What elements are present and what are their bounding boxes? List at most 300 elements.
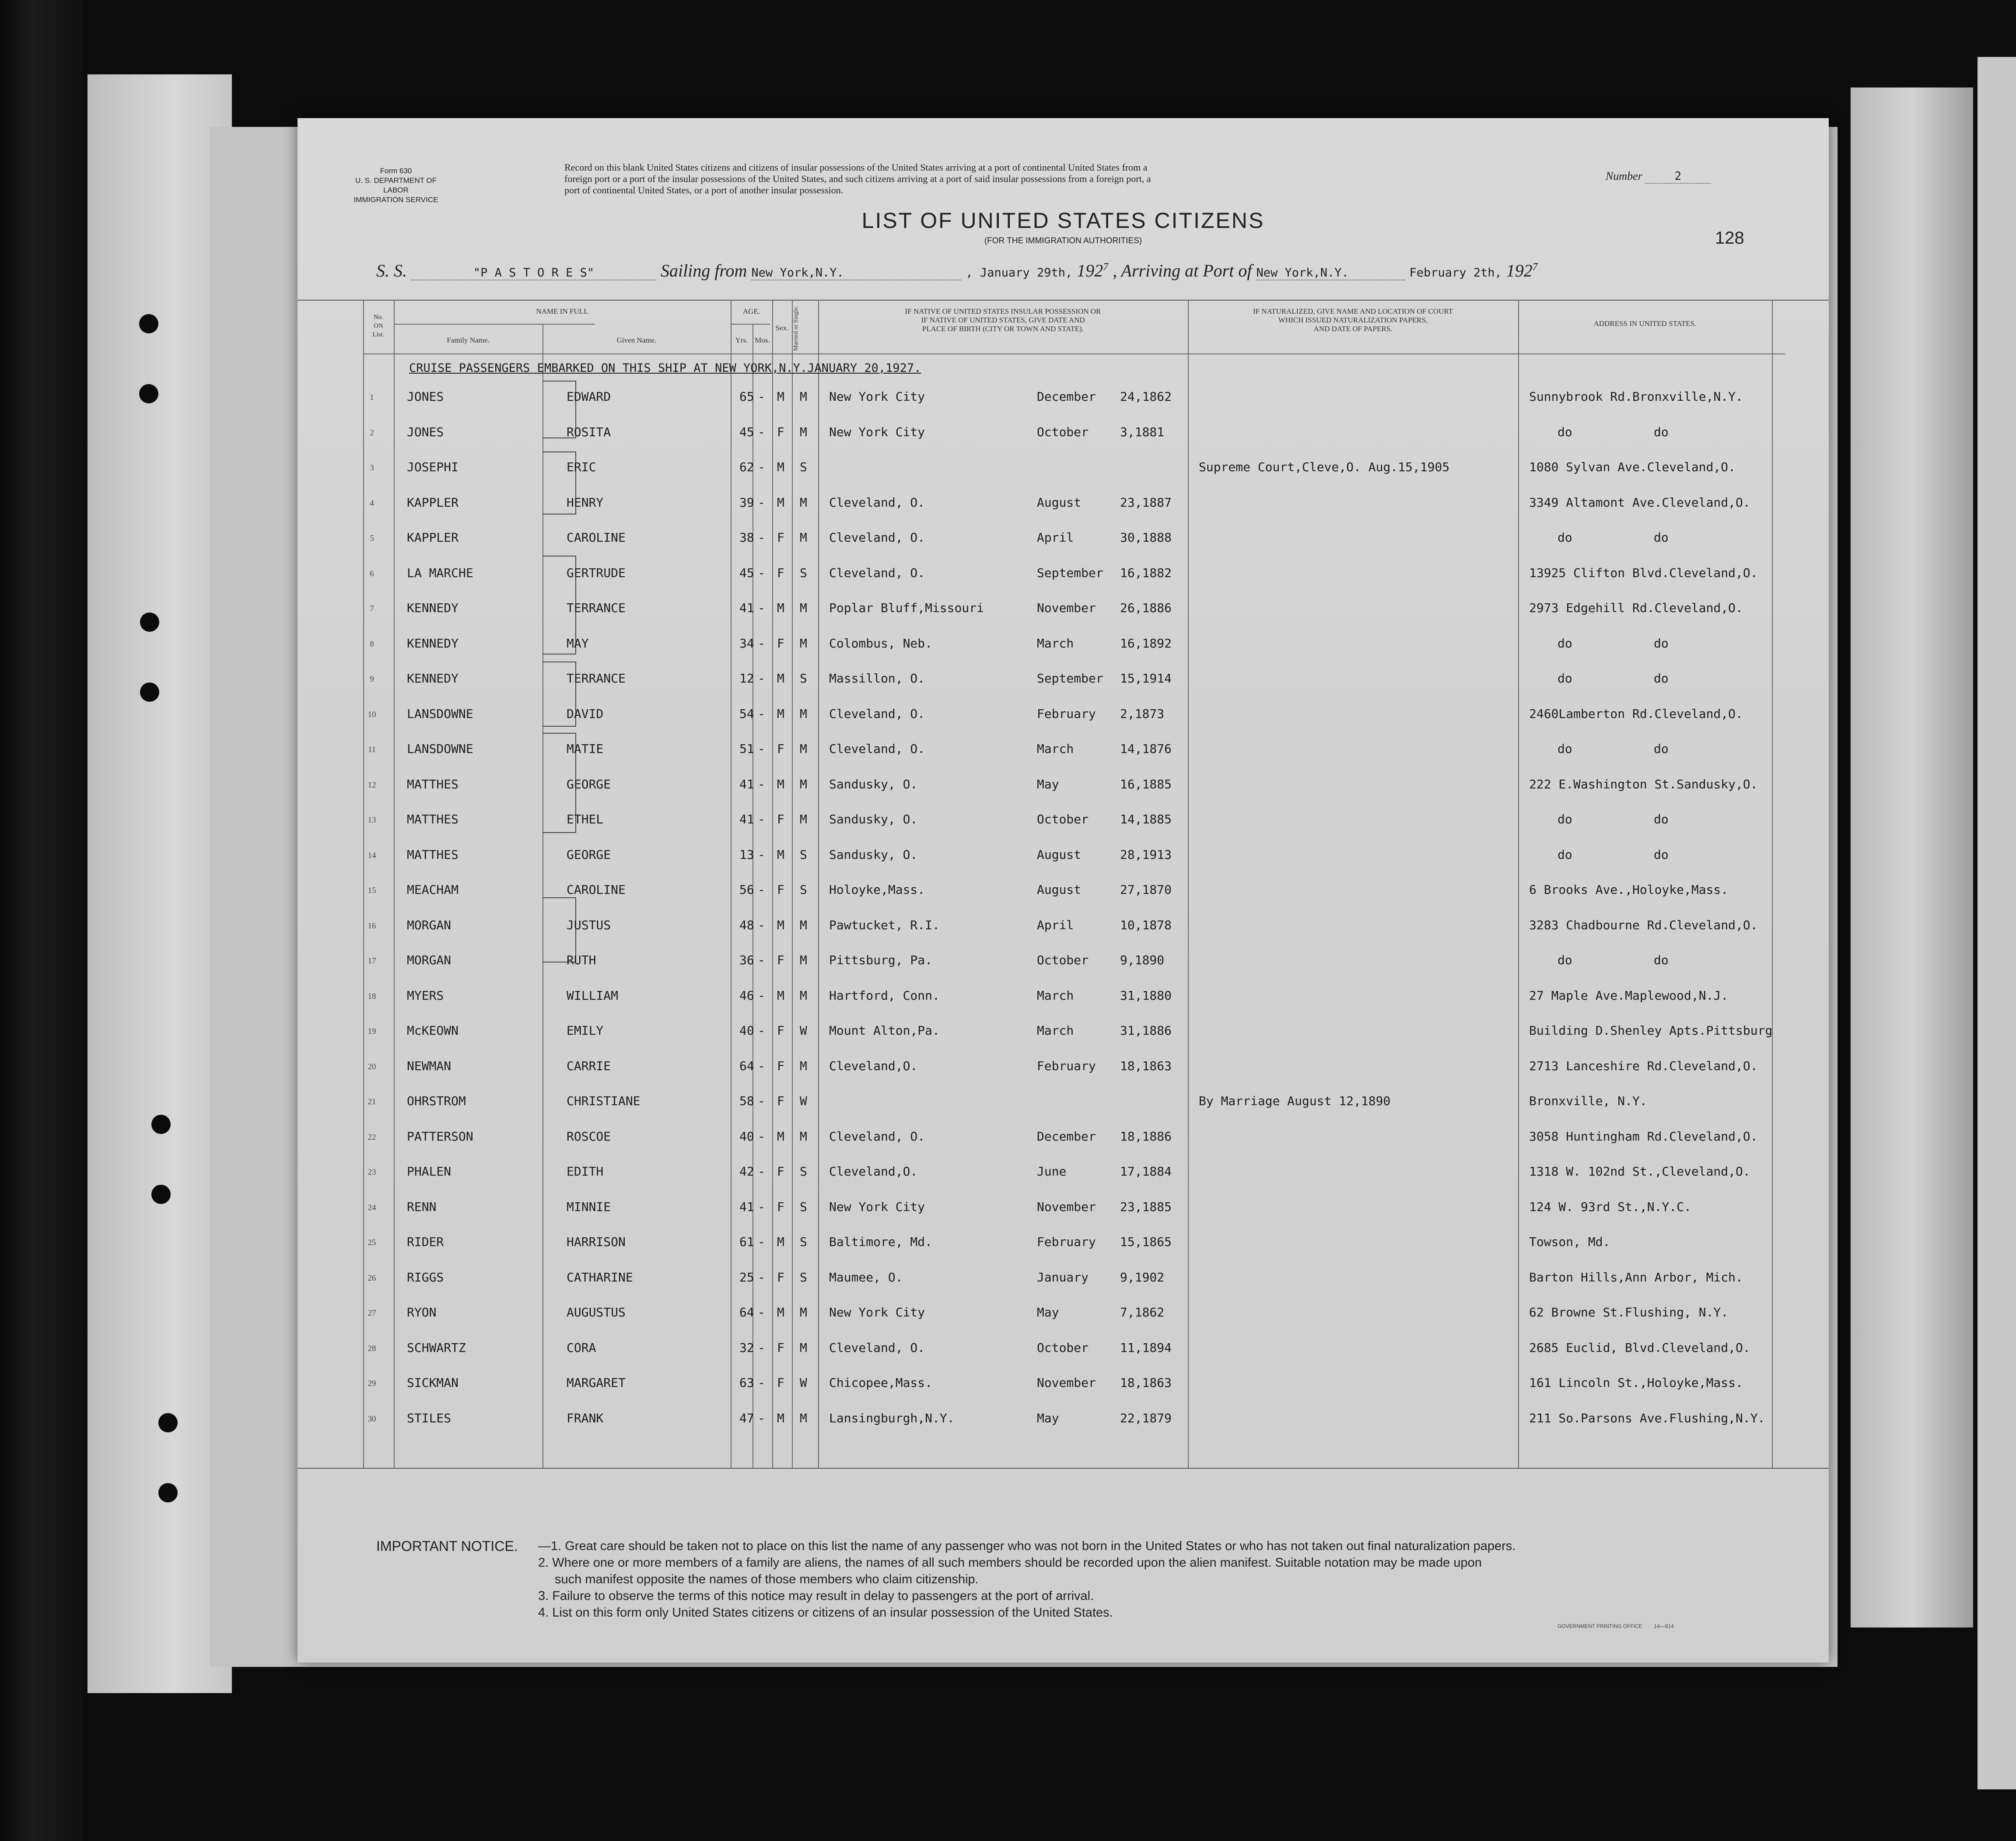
- family-name: NEWMAN: [407, 1058, 452, 1073]
- given-name: CARRIE: [567, 1058, 611, 1073]
- address: Barton Hills,Ann Arbor, Mich.: [1529, 1270, 1743, 1284]
- birth-place: New York City: [829, 1199, 925, 1214]
- age-months: -: [758, 742, 765, 756]
- table-row: [298, 882, 1829, 909]
- given-name: CATHARINE: [567, 1270, 633, 1284]
- sex: M: [777, 988, 784, 1003]
- birth-month: February: [1037, 1235, 1096, 1249]
- given-name: GEORGE: [567, 777, 611, 791]
- birth-day-year: 9,1902: [1120, 1270, 1165, 1284]
- given-name: CORA: [567, 1340, 596, 1355]
- age-months: -: [758, 565, 765, 580]
- sex: M: [777, 460, 784, 474]
- col-header-mos: Mos.: [755, 336, 770, 344]
- age-years: 32: [739, 1340, 754, 1355]
- family-name: MATTHES: [407, 847, 459, 862]
- scan-far-right-edge: [1978, 57, 2016, 1789]
- marital-status: M: [800, 742, 807, 756]
- address: Building D.Shenley Apts.Pittsburg: [1529, 1023, 1773, 1038]
- birth-place: Cleveland, O.: [829, 495, 925, 510]
- birth-month: September: [1037, 565, 1103, 580]
- col-header-name: NAME IN FULL: [536, 307, 588, 315]
- given-name: ROSITA: [567, 424, 611, 439]
- age-months: -: [758, 601, 765, 615]
- birth-place: Maumee, O.: [829, 1270, 903, 1284]
- birth-place: Lansingburgh,N.Y.: [829, 1410, 955, 1425]
- family-name: PATTERSON: [407, 1129, 473, 1144]
- row-number: 13: [368, 816, 376, 825]
- age-years: 56: [739, 882, 754, 897]
- age-years: 51: [739, 742, 754, 756]
- family-name: KAPPLER: [407, 530, 459, 545]
- table-row: [298, 953, 1829, 979]
- given-name: AUGUSTUS: [567, 1305, 626, 1320]
- row-number: 27: [368, 1309, 376, 1318]
- birth-place: Pittsburg, Pa.: [829, 953, 933, 967]
- given-name: FRANK: [567, 1410, 604, 1425]
- family-name: SICKMAN: [407, 1376, 459, 1390]
- sex: M: [777, 847, 784, 862]
- form-number: Form 630: [380, 167, 412, 175]
- birth-month: October: [1037, 1340, 1089, 1355]
- instructions-line: port of continental United States, or a port of another insular possession.: [564, 185, 844, 196]
- col-header-married: Married or Single.: [793, 305, 799, 351]
- age-years: 64: [739, 1058, 754, 1073]
- marital-status: S: [800, 671, 807, 686]
- birth-place: Colombus, Neb.: [829, 636, 933, 651]
- birth-day-year: 31,1886: [1120, 1023, 1172, 1038]
- age-years: 39: [739, 495, 754, 510]
- col-header-yrs: Yrs.: [735, 336, 748, 344]
- col-header-sex: Sex.: [775, 324, 789, 332]
- age-years: 54: [739, 706, 754, 721]
- birth-month: October: [1037, 812, 1089, 826]
- sex: F: [777, 1340, 784, 1355]
- age-years: 12: [739, 671, 754, 686]
- birth-month: March: [1037, 742, 1074, 756]
- birth-place: New York City: [829, 424, 925, 439]
- birth-day-year: 16,1885: [1120, 777, 1172, 791]
- given-name: ETHEL: [567, 812, 604, 826]
- sex: F: [777, 812, 784, 826]
- age-months: -: [758, 1410, 765, 1425]
- family-name: RYON: [407, 1305, 437, 1320]
- family-name: RIDER: [407, 1235, 444, 1249]
- given-name: HENRY: [567, 495, 604, 510]
- row-number: 29: [368, 1379, 376, 1388]
- table-row: [298, 988, 1829, 1015]
- table-top-rule: [298, 300, 1829, 301]
- marital-status: W: [800, 1023, 807, 1038]
- service-name: IMMIGRATION SERVICE: [354, 196, 438, 204]
- birth-day-year: 28,1913: [1120, 847, 1172, 862]
- marital-status: M: [800, 706, 807, 721]
- age-years: 63: [739, 1376, 754, 1390]
- age-months: -: [758, 460, 765, 474]
- age-months: -: [758, 812, 765, 826]
- row-number: 23: [368, 1168, 376, 1177]
- address: 211 So.Parsons Ave.Flushing,N.Y.: [1529, 1410, 1765, 1425]
- birth-day-year: 17,1884: [1120, 1164, 1172, 1179]
- department-name: U. S. DEPARTMENT OF LABOR: [355, 176, 437, 194]
- birth-place: Hartford, Conn.: [829, 988, 940, 1003]
- birth-month: February: [1037, 706, 1096, 721]
- birth-month: February: [1037, 1058, 1096, 1073]
- birth-place: Chicopee,Mass.: [829, 1376, 933, 1390]
- sex: M: [777, 777, 784, 791]
- birth-day-year: 9,1890: [1120, 953, 1165, 967]
- birth-place: Pawtucket, R.I.: [829, 917, 940, 932]
- sex: F: [777, 530, 784, 545]
- given-name: ROSCOE: [567, 1129, 611, 1144]
- birth-day-year: 18,1863: [1120, 1058, 1172, 1073]
- birth-month: November: [1037, 601, 1096, 615]
- col-header-birth: IF NATIVE OF UNITED STATES INSULAR POSSESSION OR IF NATIVE OF UNITED STATES, GIVE DATE AND PLACE OF BIRTH (CITY OR TOWN AND STATE).: [905, 307, 1101, 333]
- marital-status: M: [800, 1058, 807, 1073]
- family-name: MATTHES: [407, 777, 459, 791]
- table-row: [298, 777, 1829, 803]
- instructions-text: [564, 162, 1544, 196]
- birth-place: Cleveland, O.: [829, 1129, 925, 1144]
- family-name: LA MARCHE: [407, 565, 473, 580]
- address-repeat: do: [1654, 847, 1669, 862]
- family-name: RIGGS: [407, 1270, 444, 1284]
- binder-hole: [158, 1483, 178, 1502]
- address: do: [1558, 636, 1572, 651]
- number-label: Number: [1606, 170, 1642, 182]
- table-row: [298, 530, 1829, 556]
- col-header-address: ADDRESS IN UNITED STATES.: [1593, 319, 1697, 328]
- birth-month: April: [1037, 917, 1074, 932]
- sex: F: [777, 1164, 784, 1179]
- address: 6 Brooks Ave.,Holoyke,Mass.: [1529, 882, 1729, 897]
- given-name: MAY: [567, 636, 589, 651]
- age-years: 40: [739, 1129, 754, 1144]
- birth-month: December: [1037, 1129, 1096, 1144]
- given-name: MINNIE: [567, 1199, 611, 1214]
- row-number: 25: [368, 1238, 376, 1247]
- birth-day-year: 18,1863: [1120, 1376, 1172, 1390]
- age-months: -: [758, 1164, 765, 1179]
- sex: M: [777, 671, 784, 686]
- address-repeat: do: [1654, 812, 1669, 826]
- age-years: 40: [739, 1023, 754, 1038]
- birth-place: Cleveland, O.: [829, 565, 925, 580]
- age-years: 45: [739, 565, 754, 580]
- address: 124 W. 93rd St.,N.Y.C.: [1529, 1199, 1691, 1214]
- sex: F: [777, 1023, 784, 1038]
- birth-day-year: 16,1892: [1120, 636, 1172, 651]
- row-number: 7: [370, 604, 374, 613]
- marital-status: M: [800, 917, 807, 932]
- row-number: 24: [368, 1203, 376, 1212]
- sex: F: [777, 1376, 784, 1390]
- row-number: 17: [368, 956, 376, 966]
- birth-place: New York City: [829, 389, 925, 404]
- table-row: [298, 918, 1829, 944]
- row-number: 20: [368, 1062, 376, 1071]
- sex: M: [777, 706, 784, 721]
- birth-day-year: 18,1886: [1120, 1129, 1172, 1144]
- ship-name: "P A S T O R E S": [411, 266, 656, 280]
- sex: F: [777, 424, 784, 439]
- given-name: EDWARD: [567, 389, 611, 404]
- notice-item: 3. Failure to observe the terms of this notice may result in delay to passengers at the port of arrival.: [538, 1589, 1094, 1603]
- address: do: [1558, 812, 1572, 826]
- marital-status: M: [800, 636, 807, 651]
- table-bottom-rule: [298, 1468, 1829, 1469]
- birth-day-year: 27,1870: [1120, 882, 1172, 897]
- birth-day-year: 31,1880: [1120, 988, 1172, 1003]
- birth-day-year: 2,1873: [1120, 706, 1165, 721]
- birth-month: May: [1037, 777, 1059, 791]
- birth-month: October: [1037, 953, 1089, 967]
- birth-place: Cleveland, O.: [829, 1340, 925, 1355]
- age-years: 46: [739, 988, 754, 1003]
- address: 222 E.Washington St.Sandusky,O.: [1529, 777, 1758, 791]
- sailing-year: $192^7$: [1077, 261, 1109, 280]
- age-months: -: [758, 777, 765, 791]
- col-header-family: Family Name.: [447, 336, 490, 344]
- sex: F: [777, 882, 784, 897]
- age-months: -: [758, 1058, 765, 1073]
- arriving-label: , Arriving at Port of: [1113, 261, 1252, 280]
- marital-status: M: [800, 601, 807, 615]
- table-row: [298, 1200, 1829, 1226]
- table-row: [298, 1235, 1829, 1261]
- row-number: 11: [368, 745, 376, 754]
- age-months: -: [758, 495, 765, 510]
- birth-month: November: [1037, 1376, 1096, 1390]
- birth-month: November: [1037, 1199, 1096, 1214]
- given-name: CHRISTIANE: [567, 1094, 640, 1108]
- birth-day-year: 15,1914: [1120, 671, 1172, 686]
- age-months: -: [758, 1094, 765, 1108]
- age-years: 36: [739, 953, 754, 967]
- age-years: 42: [739, 1164, 754, 1179]
- birth-month: April: [1037, 530, 1074, 545]
- address: do: [1558, 671, 1572, 686]
- sex: M: [777, 1305, 784, 1320]
- row-number: 21: [368, 1097, 376, 1106]
- page-title: LIST OF UNITED STATES CITIZENS: [861, 208, 1265, 233]
- birth-day-year: 10,1878: [1120, 917, 1172, 932]
- address: 3058 Huntingham Rd.Cleveland,O.: [1529, 1129, 1758, 1144]
- birth-day-year: 26,1886: [1120, 601, 1172, 615]
- age-months: -: [758, 1376, 765, 1390]
- marital-status: M: [800, 953, 807, 967]
- given-name: JUSTUS: [567, 917, 611, 932]
- birth-month: October: [1037, 424, 1089, 439]
- marital-status: M: [800, 777, 807, 791]
- marital-status: M: [800, 1129, 807, 1144]
- row-number: 5: [370, 534, 374, 543]
- birth-day-year: 14,1876: [1120, 742, 1172, 756]
- row-number: 10: [368, 710, 376, 719]
- row-number: 18: [368, 991, 376, 1001]
- table-row: [298, 1340, 1829, 1367]
- given-name: MATIE: [567, 742, 604, 756]
- age-months: -: [758, 530, 765, 545]
- sailing-date: , January 29th,: [966, 266, 1073, 280]
- given-name: TERRANCE: [567, 671, 626, 686]
- table-row: [298, 1376, 1829, 1402]
- age-years: 25: [739, 1270, 754, 1284]
- birth-month: March: [1037, 636, 1074, 651]
- age-years: 45: [739, 424, 754, 439]
- table-row: [298, 601, 1829, 627]
- marital-status: S: [800, 1199, 807, 1214]
- family-name: RENN: [407, 1199, 437, 1214]
- birth-day-year: 23,1885: [1120, 1199, 1172, 1214]
- table-row: [298, 1270, 1829, 1296]
- age-months: -: [758, 636, 765, 651]
- age-months: -: [758, 1270, 765, 1284]
- marital-status: S: [800, 1235, 807, 1249]
- sex: F: [777, 1058, 784, 1073]
- birth-month: August: [1037, 882, 1082, 897]
- birth-month: August: [1037, 847, 1082, 862]
- scan-left-edge: [0, 0, 83, 1841]
- table-row: [298, 1059, 1829, 1085]
- table-row: [298, 847, 1829, 874]
- birth-day-year: 16,1882: [1120, 565, 1172, 580]
- sex: M: [777, 1235, 784, 1249]
- age-months: -: [758, 424, 765, 439]
- family-name: MORGAN: [407, 917, 452, 932]
- table-row: [298, 812, 1829, 838]
- birth-month: March: [1037, 988, 1074, 1003]
- address: do: [1558, 742, 1572, 756]
- row-number: 9: [370, 675, 374, 684]
- family-name: MORGAN: [407, 953, 452, 967]
- family-name: MYERS: [407, 988, 444, 1003]
- family-name: MATTHES: [407, 812, 459, 826]
- family-name: JONES: [407, 389, 444, 404]
- binder-hole: [139, 384, 158, 403]
- table-row: [298, 1305, 1829, 1331]
- birth-month: March: [1037, 1023, 1074, 1038]
- marital-status: M: [800, 424, 807, 439]
- table-row: [298, 425, 1829, 451]
- address: do: [1558, 530, 1572, 545]
- notice-item: —1. Great care should be taken not to place on this list the name of any passenger who was not born in the United States or who has not taken out final naturalization papers.: [538, 1539, 1516, 1553]
- birth-place: New York City: [829, 1305, 925, 1320]
- table-row: [298, 742, 1829, 768]
- address: 1080 Sylvan Ave.Cleveland,O.: [1529, 460, 1736, 474]
- marital-status: M: [800, 988, 807, 1003]
- birth-place: Poplar Bluff,Missouri: [829, 601, 984, 615]
- birth-place: Massillon, O.: [829, 671, 925, 686]
- row-number: 22: [368, 1132, 376, 1142]
- birth-place: Sandusky, O.: [829, 847, 918, 862]
- address: do: [1558, 424, 1572, 439]
- birth-day-year: 24,1862: [1120, 389, 1172, 404]
- row-number: 4: [370, 498, 374, 508]
- birth-month: January: [1037, 1270, 1089, 1284]
- col-header-age: AGE.: [742, 307, 760, 315]
- notice-item: 4. List on this form only United States citizens or citizens of an insular possession of the United States.: [538, 1606, 1113, 1620]
- notice-item: such manifest opposite the names of those members who claim citizenship.: [555, 1572, 979, 1586]
- sex: M: [777, 1129, 784, 1144]
- age-months: -: [758, 389, 765, 404]
- sailing-port: New York,N.Y.: [751, 266, 961, 280]
- marital-status: S: [800, 565, 807, 580]
- marital-status: W: [800, 1094, 807, 1108]
- address-repeat: do: [1654, 636, 1669, 651]
- given-name: CAROLINE: [567, 530, 626, 545]
- sex: M: [777, 389, 784, 404]
- sex: F: [777, 953, 784, 967]
- given-name: RUTH: [567, 953, 596, 967]
- table-row: [298, 1129, 1829, 1155]
- sex: M: [777, 495, 784, 510]
- age-months: -: [758, 671, 765, 686]
- binder-hole: [151, 1185, 171, 1204]
- birth-day-year: 30,1888: [1120, 530, 1172, 545]
- address: Sunnybrook Rd.Bronxville,N.Y.: [1529, 389, 1743, 404]
- birth-place: Cleveland, O.: [829, 706, 925, 721]
- given-name: ERIC: [567, 460, 596, 474]
- marital-status: S: [800, 1164, 807, 1179]
- age-years: 41: [739, 777, 754, 791]
- marital-status: M: [800, 1340, 807, 1355]
- age-years: 38: [739, 530, 754, 545]
- table-row: [298, 1164, 1829, 1190]
- age-months: -: [758, 1235, 765, 1249]
- given-name: GEORGE: [567, 847, 611, 862]
- family-name: KAPPLER: [407, 495, 459, 510]
- age-months: -: [758, 1129, 765, 1144]
- given-name: CAROLINE: [567, 882, 626, 897]
- marital-status: M: [800, 1305, 807, 1320]
- birth-place: Cleveland,O.: [829, 1164, 918, 1179]
- age-months: -: [758, 1305, 765, 1320]
- given-name: WILLIAM: [567, 988, 619, 1003]
- given-name: GERTRUDE: [567, 565, 626, 580]
- page-subtitle: (FOR THE IMMIGRATION AUTHORITIES): [984, 236, 1142, 245]
- table-row: [298, 1023, 1829, 1050]
- binder-hole: [140, 612, 159, 632]
- col-header-given: Given Name.: [616, 336, 657, 344]
- age-years: 41: [739, 1199, 754, 1214]
- row-number: 15: [368, 886, 376, 895]
- row-number: 19: [368, 1027, 376, 1036]
- address-repeat: do: [1654, 953, 1669, 967]
- binder-hole: [140, 682, 159, 702]
- address: 13925 Clifton Blvd.Cleveland,O.: [1529, 565, 1758, 580]
- col-header-naturalized: IF NATURALIZED, GIVE NAME AND LOCATION OF COURT WHICH ISSUED NATURALIZATION PAPERS, AND DATE OF PAPERS.: [1253, 307, 1453, 333]
- scan-right-sheet: [1851, 88, 1973, 1628]
- age-months: -: [758, 917, 765, 932]
- age-years: 61: [739, 1235, 754, 1249]
- row-number: 6: [370, 569, 374, 578]
- age-months: -: [758, 1023, 765, 1038]
- row-number: 1: [370, 393, 374, 402]
- naturalization: By Marriage August 12,1890: [1199, 1094, 1391, 1108]
- birth-day-year: 15,1865: [1120, 1235, 1172, 1249]
- binder-hole: [139, 314, 158, 333]
- given-name: TERRANCE: [567, 601, 626, 615]
- birth-month: June: [1037, 1164, 1067, 1179]
- family-name: LANSDOWNE: [407, 706, 473, 721]
- sex: M: [777, 601, 784, 615]
- age-months: -: [758, 882, 765, 897]
- marital-status: S: [800, 882, 807, 897]
- birth-day-year: 14,1885: [1120, 812, 1172, 826]
- family-name: SCHWARTZ: [407, 1340, 466, 1355]
- birth-place: Holoyke,Mass.: [829, 882, 925, 897]
